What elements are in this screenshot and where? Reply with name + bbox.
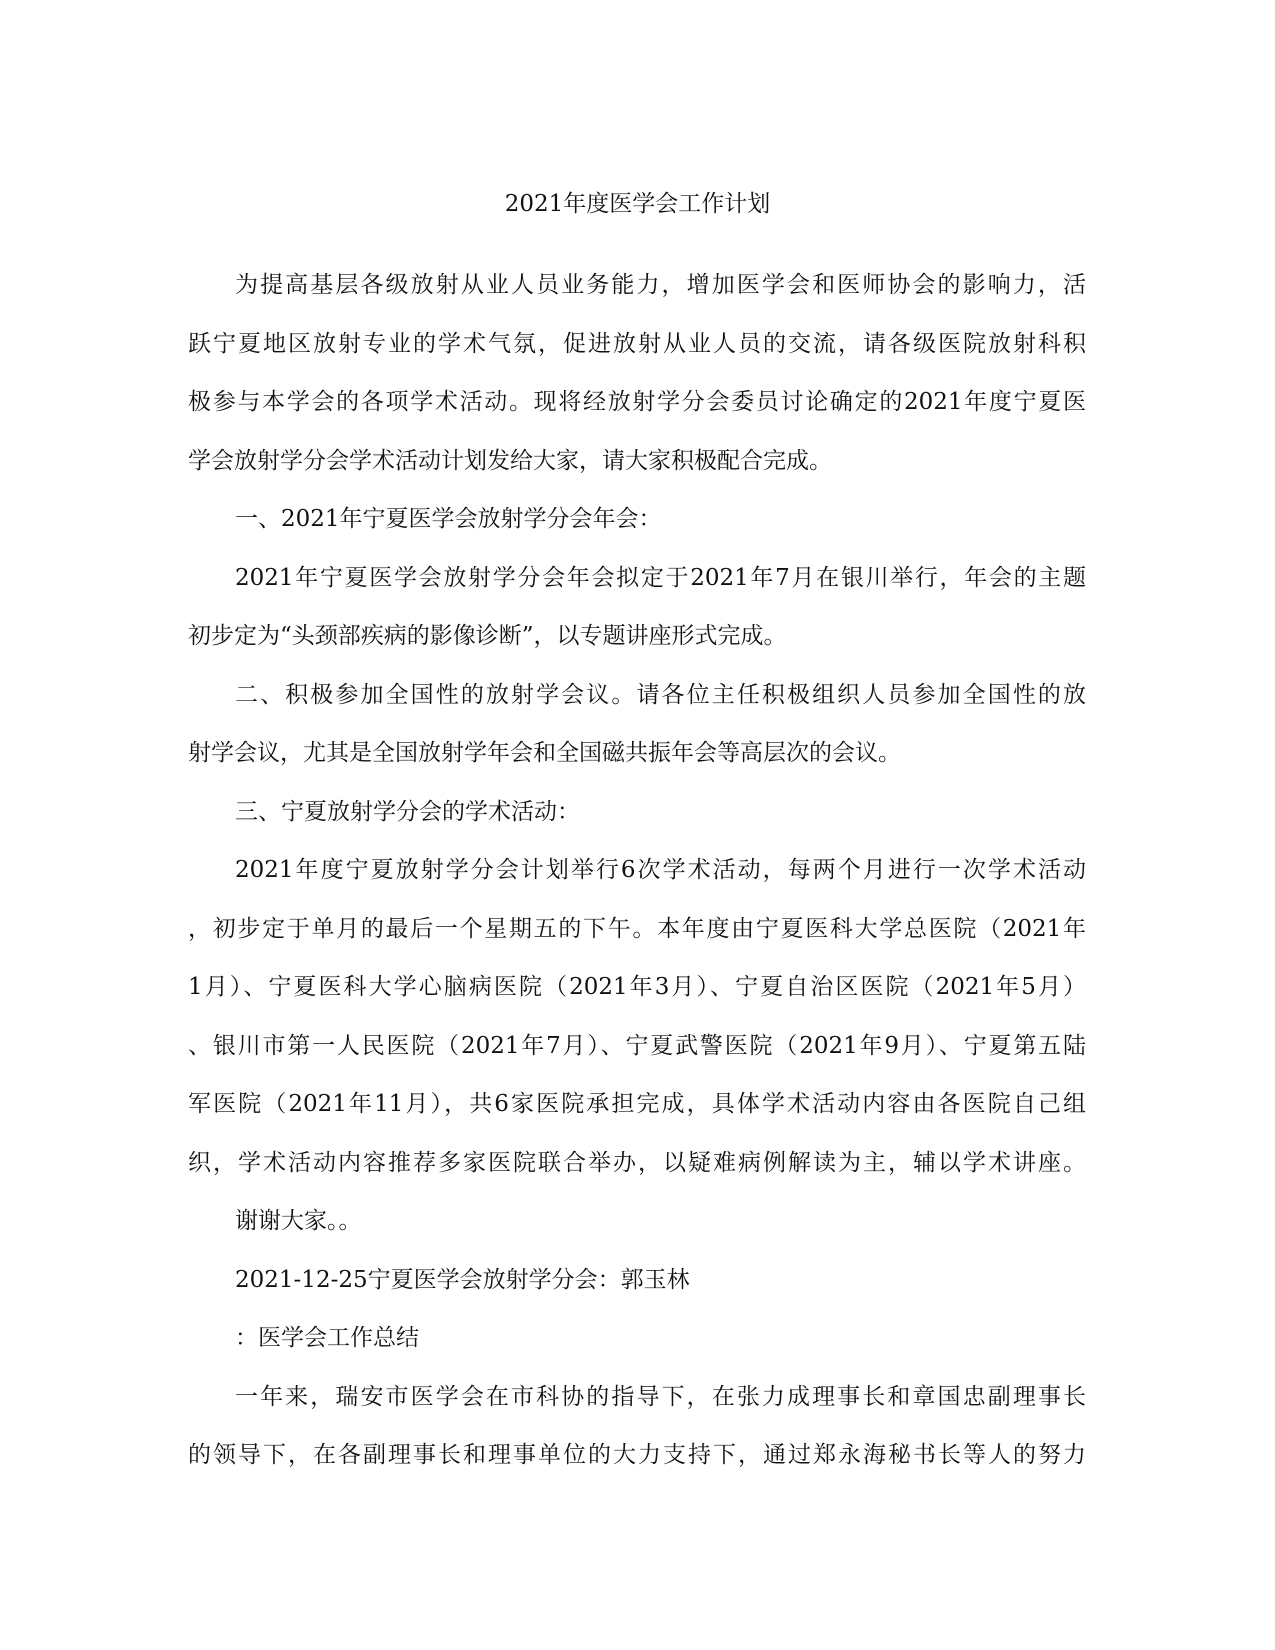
- paragraph-line: 军医院（2021年11月），共6家医院承担完成，具体学术活动内容由各医院自己组: [188, 1091, 1086, 1117]
- paragraph-line: 为提高基层各级放射从业人员业务能力，增加医学会和医师协会的影响力，活: [235, 272, 1086, 298]
- paragraph-line: 、银川市第一人民医院（2021年7月）、宁夏武警医院（2021年9月）、宁夏第五陆: [188, 1032, 1086, 1059]
- document-body: [188, 256, 1086, 1485]
- paragraph-line: ，初步定于单月的最后一个星期五的下午。本年度由宁夏医科大学总医院（2021年: [188, 915, 1086, 942]
- signature-line: 2021-12-25宁夏医学会放射学分会：郭玉林: [235, 1266, 690, 1293]
- section-heading: 一、2021年宁夏医学会放射学分会年会：: [235, 506, 662, 532]
- paragraph-line: 极参与本学会的各项学术活动。现将经放射学分会委员讨论确定的2021年度宁夏医: [188, 389, 1086, 415]
- closing-line: 谢谢大家。。: [235, 1208, 362, 1234]
- paragraph-line: 2021年度宁夏放射学分会计划举行6次学术活动，每两个月进行一次学术活动: [235, 857, 1086, 883]
- paragraph-line: 织，学术活动内容推荐多家医院联合举办，以疑难病例解读为主，辅以学术讲座。: [188, 1149, 1086, 1176]
- paragraph-line: 跃宁夏地区放射专业的学术气氛，促进放射从业人员的交流，请各级医院放射科积: [188, 330, 1086, 357]
- section-heading: ：医学会工作总结: [235, 1325, 419, 1351]
- paragraph-line: 的领导下，在各副理事长和理事单位的大力支持下，通过郑永海秘书长等人的努力: [188, 1442, 1086, 1468]
- paragraph-line: 1月）、宁夏医科大学心脑病医院（2021年3月）、宁夏自治区医院（2021年5月）: [188, 974, 1086, 1000]
- section-heading: 三、宁夏放射学分会的学术活动：: [235, 798, 580, 825]
- paragraph-line: 二、积极参加全国性的放射学会议。请各位主任积极组织人员参加全国性的放: [235, 681, 1086, 708]
- paragraph-line: 一年来，瑞安市医学会在市科协的指导下，在张力成理事长和章国忠副理事长: [235, 1383, 1086, 1410]
- paragraph-line: 射学会议，尤其是全国放射学年会和全国磁共振年会等高层次的会议。: [188, 740, 901, 766]
- paragraph-line: 初步定为“头颈部疾病的影像诊断”，以专题讲座形式完成。: [188, 623, 787, 649]
- document-title: 2021年度医学会工作计划: [504, 191, 771, 217]
- paragraph-line: 学会放射学分会学术活动计划发给大家，请大家积极配合完成。: [188, 447, 832, 474]
- paragraph-line: 2021年宁夏医学会放射学分会年会拟定于2021年7月在银川举行，年会的主题: [235, 564, 1086, 591]
